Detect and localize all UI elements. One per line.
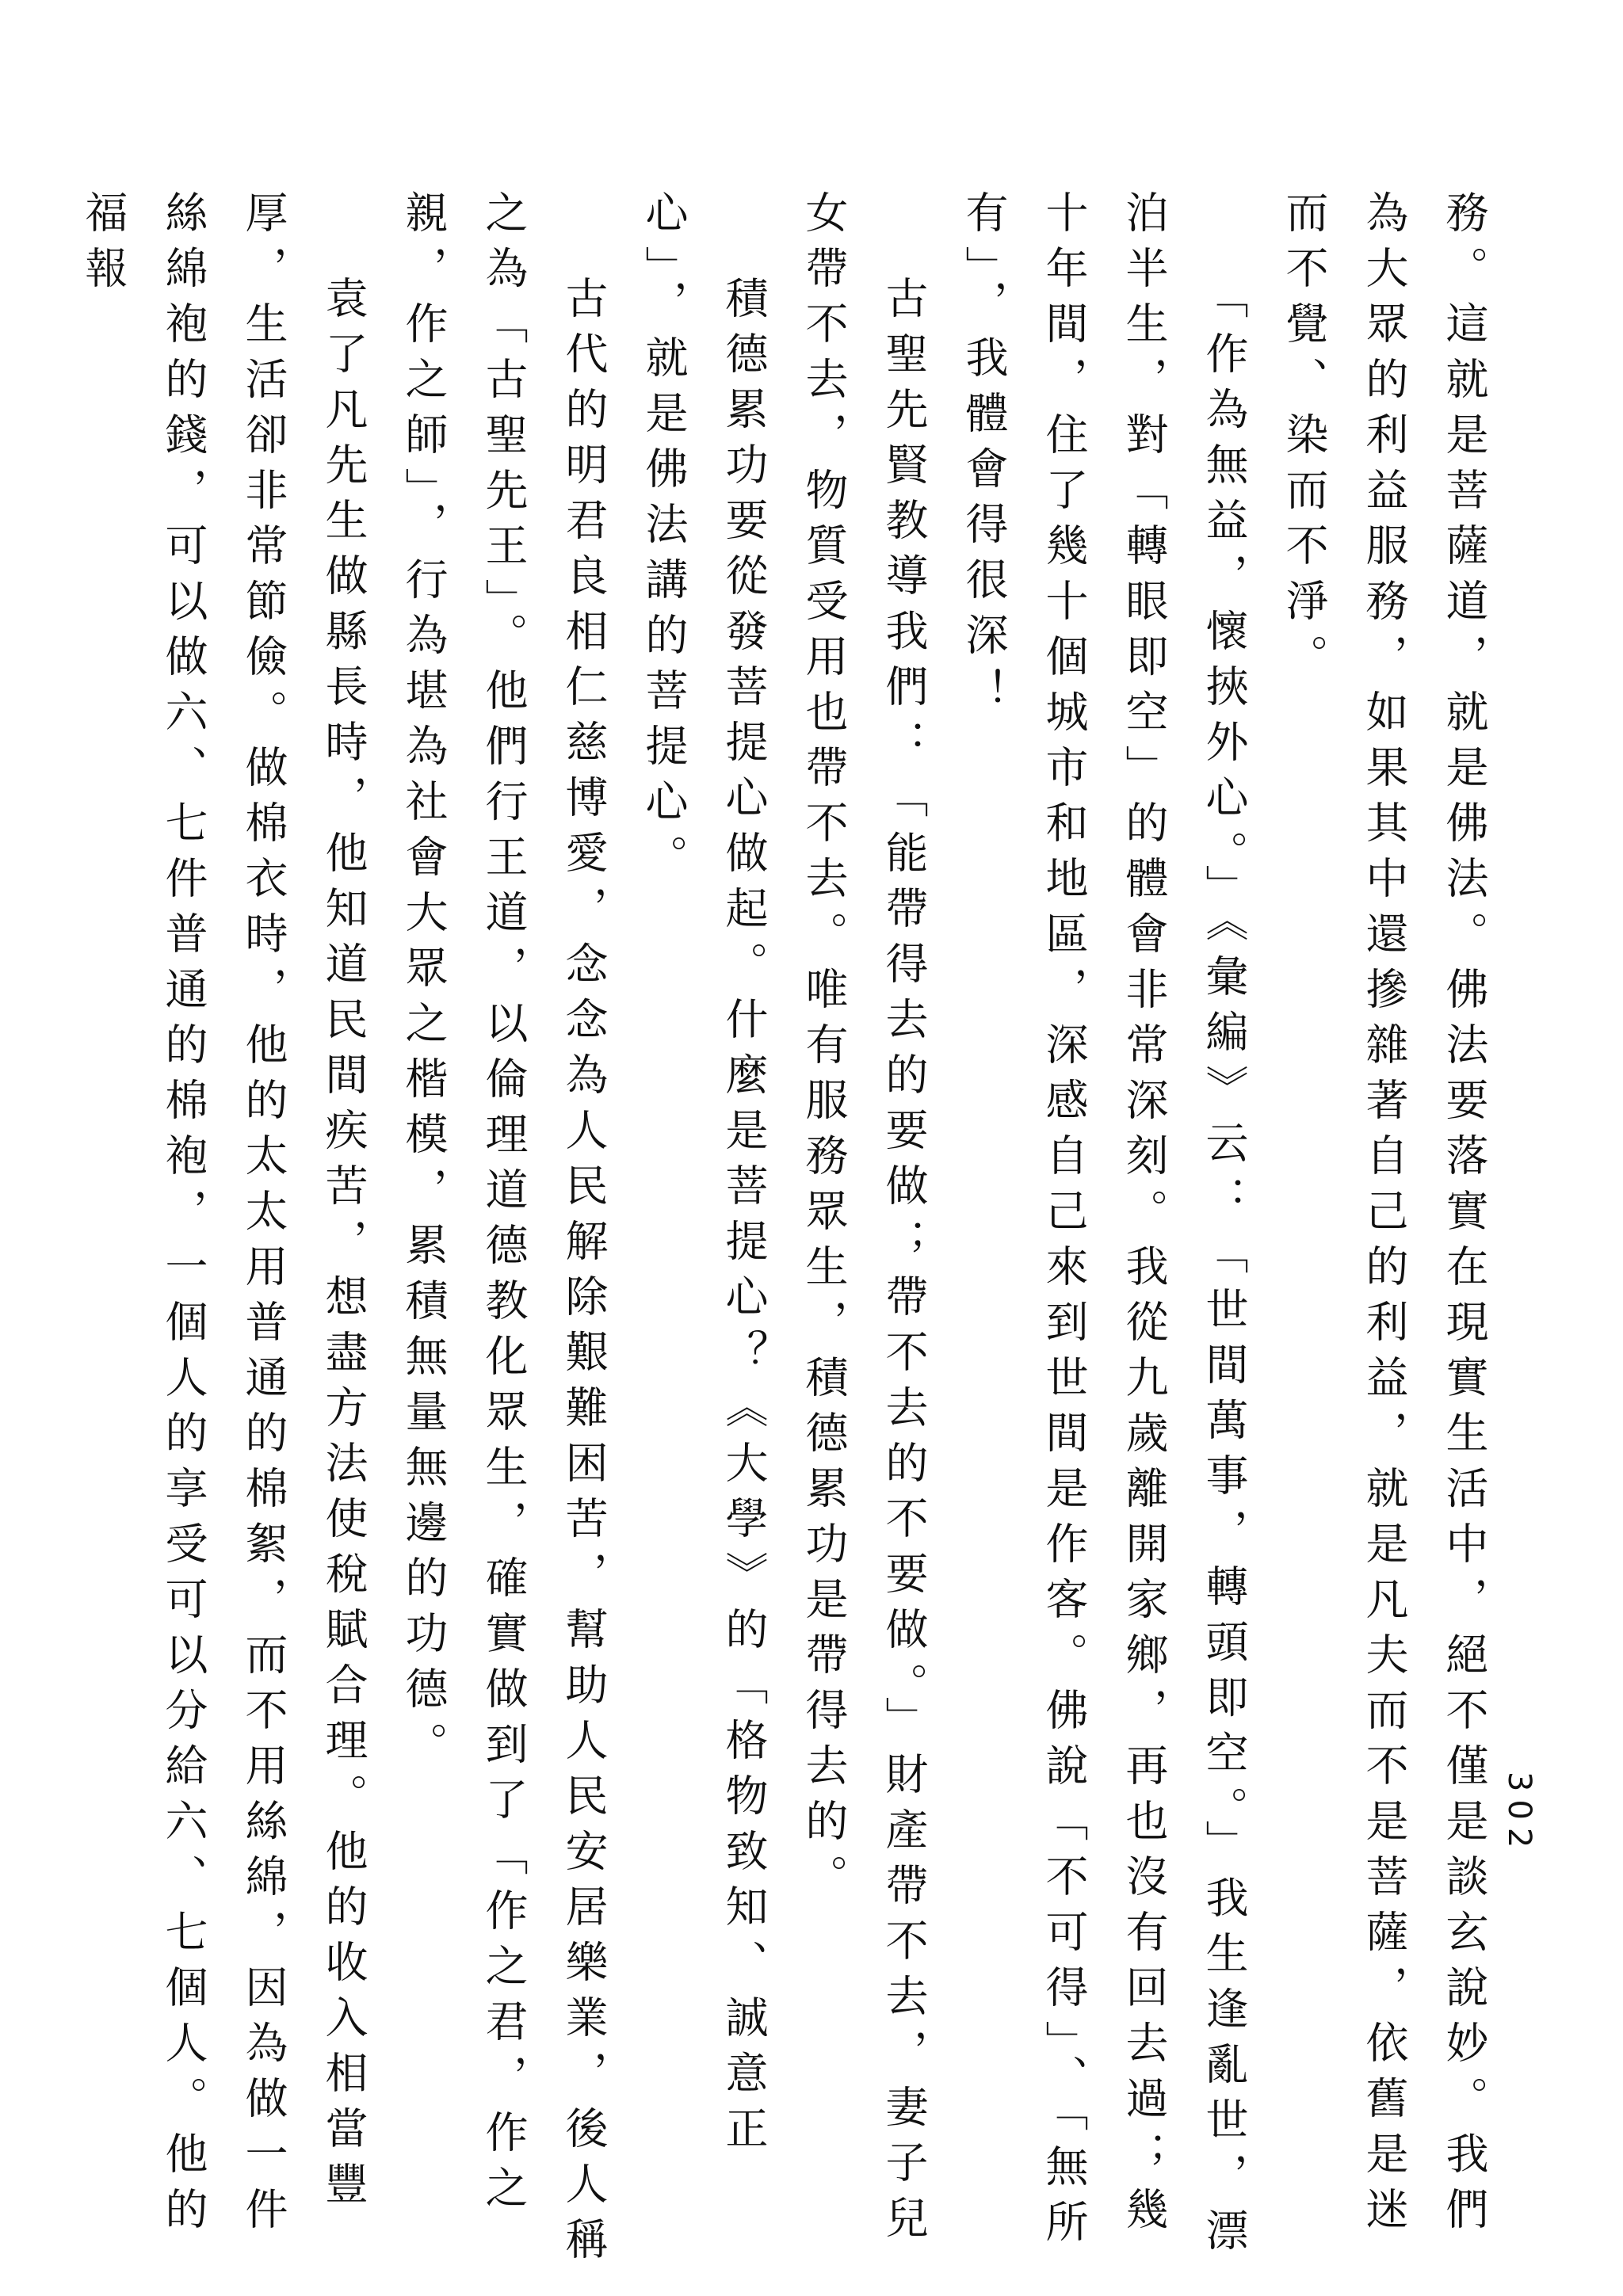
- paragraph-4: 積德累功要從發菩提心做起。什麼是菩提心？《大學》的「格物致知、誠意正心」，就是佛法講的菩提心。: [639, 190, 769, 2161]
- paragraph-2: 「作為無益，懷挾外心。」《彙編》云：「世間萬事，轉頭即空。」我生逢亂世，漂泊半生，對「轉眼即空」的體會非常深刻。我從九歲離開家鄉，再也沒有回去過；幾十年間，住了幾十個城市和地區，深感自己來到世間是作客。佛說「不可得」、「無所有」，我體會得很深！: [959, 190, 1249, 2264]
- paragraph-3: 古聖先賢教導我們：「能帶得去的要做；帶不去的不要做。」財產帶不去，妻子兒女帶不去，物質受用也帶不去。唯有服務眾生，積德累功是帶得去的。: [799, 190, 929, 2251]
- paragraph-6: 袁了凡先生做縣長時，他知道民間疾苦，想盡方法使稅賦合理。他的收入相當豐厚，生活卻非常節儉。做棉衣時，他的太太用普通的棉絮，而不用絲綿，因為做一件絲綿袍的錢，可以做六、七件普通的棉袍，一個人的享受可以分給六、七個人。他的福報: [78, 190, 369, 2242]
- paragraph-1: 務。這就是菩薩道，就是佛法。佛法要落實在現實生活中，絕不僅是談玄說妙。我們為大眾的利益服務，如果其中還摻雜著自己的利益，就是凡夫而不是菩薩，依舊是迷而不覺、染而不淨。: [1279, 190, 1489, 2242]
- paragraph-5: 古代的明君良相仁慈博愛，念念為人民解除艱難困苦，幫助人民安居樂業，後人稱之為「古聖先王」。他們行王道，以倫理道德教化眾生，確實做到了「作之君，作之親，作之師」，行為堪為社會大眾之楷模，累積無量無邊的功德。: [399, 190, 609, 2272]
- body-text: [63, 190, 1504, 2282]
- page-number: 302: [1501, 1772, 1537, 1856]
